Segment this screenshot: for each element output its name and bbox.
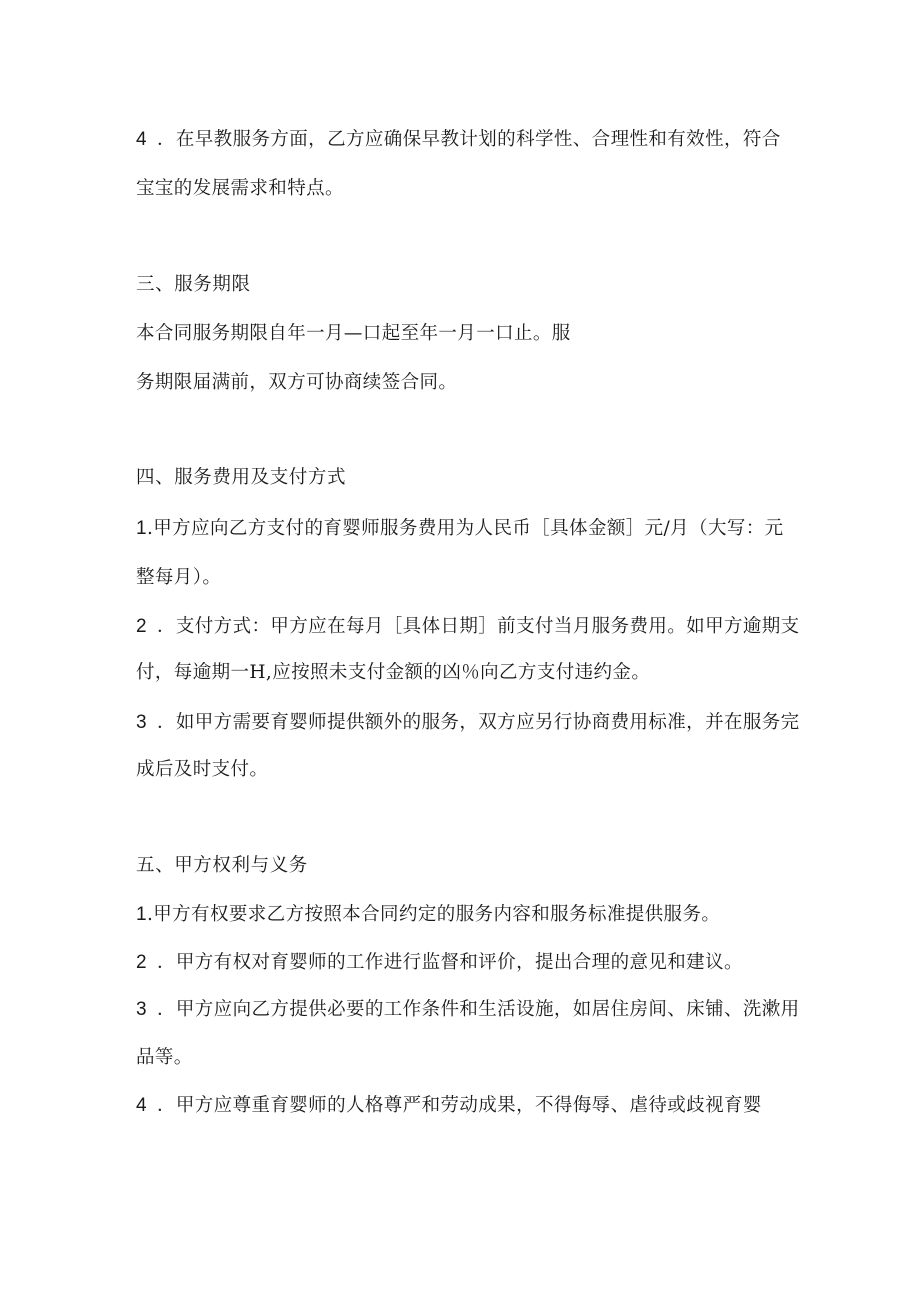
- section-4-heading: 四、服务费用及支付方式: [136, 467, 347, 488]
- section-5-item-4-line-1: 4 ．甲方应尊重育婴师的人格尊严和劳动成果，不得侮辱、虐待或歧视育婴: [136, 1095, 762, 1116]
- section-4-item-2-line-1: 2 ．支付方式：甲方应在每月［具体日期］前支付当月服务费用。如甲方逾期支: [136, 616, 800, 637]
- section-4-item-3-line-1: 3 ．如甲方需要育婴师提供额外的服务，双方应另行协商费用标准，并在服务完: [136, 712, 800, 733]
- section-3-heading: 三、服务期限: [136, 274, 251, 295]
- section-4-item-1-line-2: 整每月）。: [136, 567, 222, 588]
- section-3-line-1: 本合同服务期限自年一月—口起至年一月一口止。服: [136, 323, 571, 344]
- service-item-4-line-2: 宝宝的发展需求和特点。: [136, 178, 344, 199]
- section-5-item-2-line-1: 2 ．甲方有权对育婴师的工作进行监督和评价，提出合理的意见和建议。: [136, 952, 743, 973]
- section-5-heading: 五、甲方权利与义务: [136, 855, 308, 876]
- section-4-item-2-line-2: 付，每逾期一H,应按照未支付金额的凶％向乙方支付违约金。: [136, 662, 651, 683]
- section-5-item-3-line-2: 品等。: [136, 1047, 193, 1068]
- section-4-item-3-line-2: 成后及时支付。: [136, 759, 269, 780]
- service-item-4-line-1: 4 ．在早教服务方面，乙方应确保早教计划的科学性、合理性和有效性，符合: [136, 129, 781, 150]
- section-4-item-1-line-1: 1.甲方应向乙方支付的育婴师服务费用为人民币［具体金额］元/月（大写：元: [136, 518, 784, 539]
- section-5-item-3-line-1: 3 ．甲方应向乙方提供必要的工作条件和生活设施，如居住房间、床铺、洗漱用: [136, 999, 800, 1020]
- section-3-line-2: 务期限届满前，双方可协商续签合同。: [136, 372, 458, 393]
- section-5-item-1-line-1: 1.甲方有权要求乙方按照本合同约定的服务内容和服务标准提供服务。: [136, 904, 721, 925]
